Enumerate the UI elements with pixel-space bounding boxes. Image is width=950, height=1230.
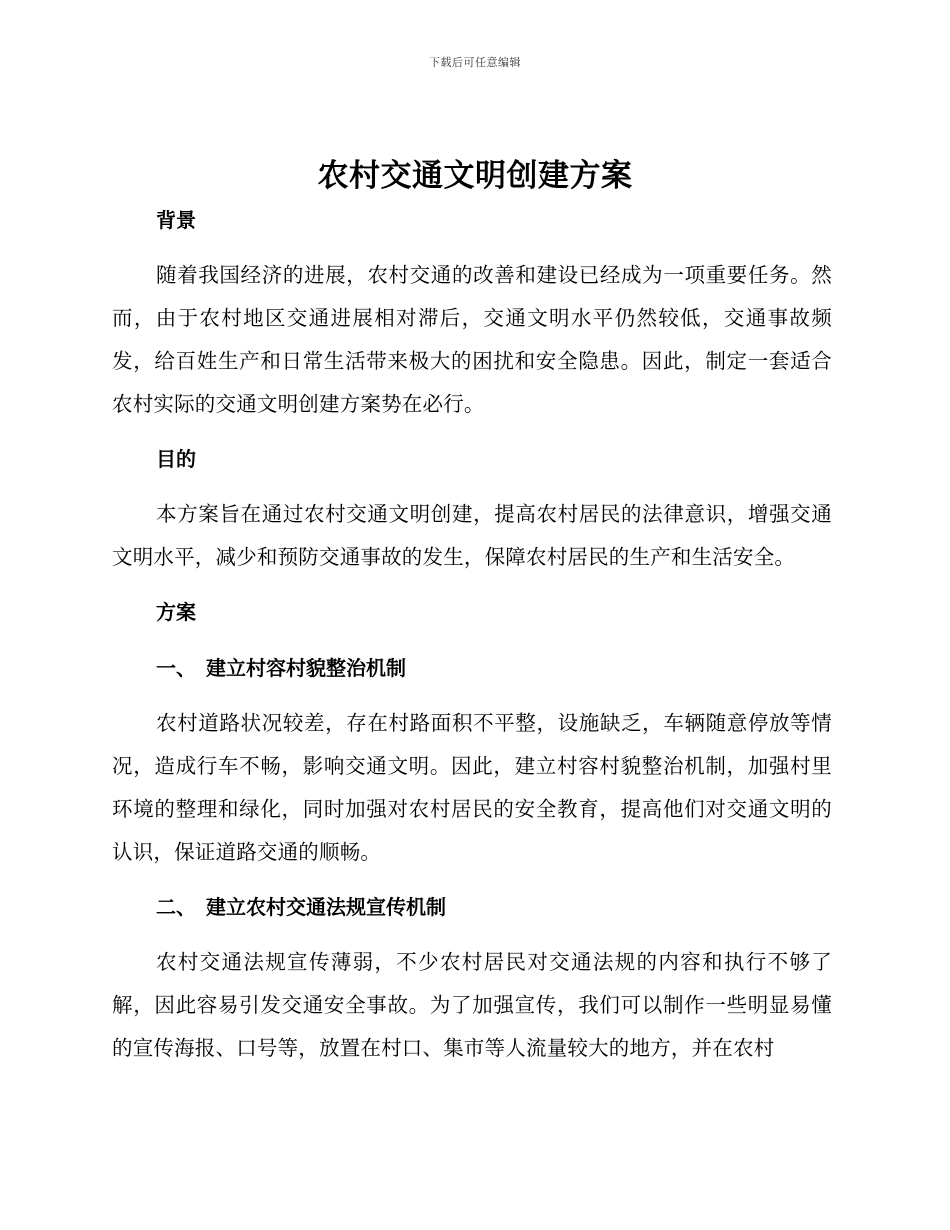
plan-item-heading-2 <box>112 885 832 929</box>
header-note: 下载后可任意编辑 <box>429 56 521 69</box>
document-body <box>112 198 832 1070</box>
section-heading-plan: 方案 <box>156 600 196 624</box>
paragraph-background: 随着我国经济的进展，农村交通的改善和建设已经成为一项重要任务。然而，由于农村地区交通进展相对滞后，交通文明水平仍然较低，交通事故频发，给百姓生产和日常生活带来极大的困扰和安全隐患。因此，制定一套适合农村实际的交通文明创建方案势在必行。 <box>112 263 832 416</box>
section-heading-background: 背景 <box>156 208 196 232</box>
plan-item-number: 二、 <box>156 895 196 919</box>
plan-item-title: 建立农村交通法规宣传机制 <box>206 895 446 919</box>
paragraph-plan-item-2: 农村交通法规宣传薄弱，不少农村居民对交通法规的内容和执行不够了解，因此容易引发交通安全事故。为了加强宣传，我们可以制作一些明显易懂的宣传海报、口号等，放置在村口、集市等人流量较大的地方，并在农村 <box>112 950 832 1060</box>
paragraph-purpose: 本方案旨在通过农村交通文明创建，提高农村居民的法律意识，增强交通文明水平，减少和预防交通事故的发生，保障农村居民的生产和生活安全。 <box>112 502 832 569</box>
plan-item-number: 一、 <box>156 656 196 680</box>
plan-item-title: 建立村容村貌整治机制 <box>206 656 406 680</box>
plan-item-heading-1 <box>112 646 832 690</box>
paragraph-plan-item-1: 农村道路状况较差，存在村路面积不平整，设施缺乏，车辆随意停放等情况，造成行车不畅，影响交通文明。因此，建立村容村貌整治机制，加强村里环境的整理和绿化，同时加强对农村居民的安全教育，提高他们对交通文明的认识，保证道路交通的顺畅。 <box>112 711 832 864</box>
document-title: 农村交通文明创建方案 <box>317 158 633 194</box>
section-heading-purpose: 目的 <box>156 447 196 471</box>
